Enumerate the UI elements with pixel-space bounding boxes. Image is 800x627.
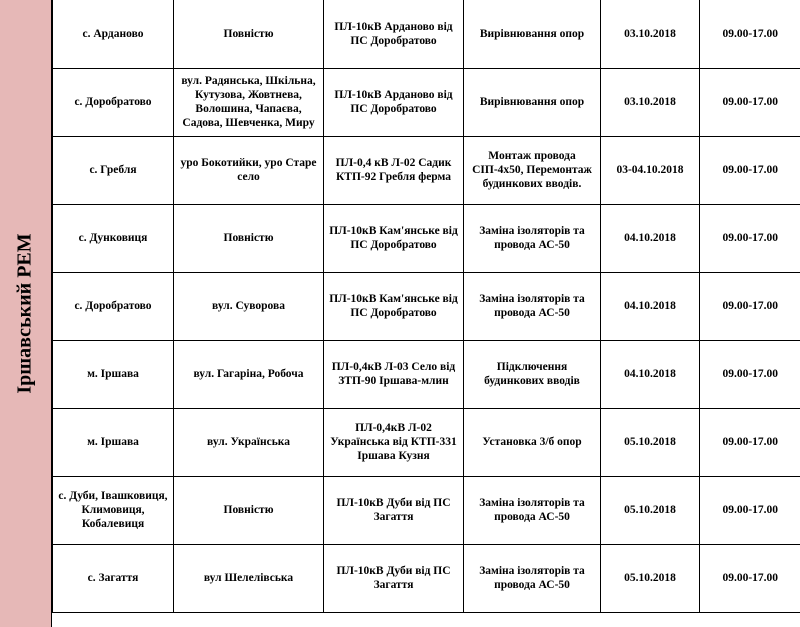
table-row — [53, 0, 800, 68]
streets-cell: вул. Радянська, Шкільна, Кутузова, Жовтнева, Волошина, Чапаєва, Садова, Шевченка, Миру — [174, 68, 324, 136]
power-line-cell: ПЛ-10кВ Кам'янське від ПС Доробратово — [324, 204, 464, 272]
power-line-cell: ПЛ-10кВ Дуби від ПС Загаття — [324, 476, 464, 544]
power-line-cell: ПЛ-10кВ Дуби від ПС Загаття — [324, 544, 464, 612]
district-title: Іршавський РЕМ — [14, 233, 37, 394]
date-cell: 05.10.2018 — [601, 408, 700, 476]
time-cell: 09.00-17.00 — [700, 0, 800, 68]
locality-cell: с. Дунковиця — [53, 204, 174, 272]
date-cell: 05.10.2018 — [601, 476, 700, 544]
work-type-cell: Заміна ізоляторів та провода АС-50 — [464, 272, 601, 340]
locality-cell: м. Іршава — [53, 408, 174, 476]
table-row — [53, 272, 800, 340]
date-cell: 03.10.2018 — [601, 0, 700, 68]
streets-cell: вул. Українська — [174, 408, 324, 476]
work-type-cell: Вирівнювання опор — [464, 68, 601, 136]
locality-cell: с. Доробратово — [53, 68, 174, 136]
locality-cell: с. Доробратово — [53, 272, 174, 340]
table-row — [53, 408, 800, 476]
date-cell: 03-04.10.2018 — [601, 136, 700, 204]
streets-cell: вул. Суворова — [174, 272, 324, 340]
district-sidebar — [0, 0, 52, 627]
locality-cell: м. Іршава — [53, 340, 174, 408]
time-cell: 09.00-17.00 — [700, 204, 800, 272]
date-cell: 05.10.2018 — [601, 544, 700, 612]
time-cell: 09.00-17.00 — [700, 136, 800, 204]
table-row — [53, 136, 800, 204]
power-line-cell: ПЛ-10кВ Кам'янське від ПС Доробратово — [324, 272, 464, 340]
streets-cell: вул Шелелівська — [174, 544, 324, 612]
table-row — [53, 340, 800, 408]
locality-cell: с. Дуби, Івашковиця, Климовиця, Кобалевиця — [53, 476, 174, 544]
work-type-cell: Монтаж провода СІП-4х50, Перемонтаж будинкових вводів. — [464, 136, 601, 204]
work-type-cell: Підключення будинкових вводів — [464, 340, 601, 408]
time-cell: 09.00-17.00 — [700, 408, 800, 476]
locality-cell: с. Арданово — [53, 0, 174, 68]
streets-cell: Повністю — [174, 0, 324, 68]
date-cell: 04.10.2018 — [601, 272, 700, 340]
streets-cell: вул. Гагаріна, Робоча — [174, 340, 324, 408]
date-cell: 04.10.2018 — [601, 340, 700, 408]
date-cell: 04.10.2018 — [601, 204, 700, 272]
work-type-cell: Заміна ізоляторів та провода АС-50 — [464, 476, 601, 544]
time-cell: 09.00-17.00 — [700, 476, 800, 544]
time-cell: 09.00-17.00 — [700, 68, 800, 136]
outage-schedule-table — [52, 0, 800, 613]
table-row — [53, 68, 800, 136]
streets-cell: Повністю — [174, 476, 324, 544]
work-type-cell: Вирівнювання опор — [464, 0, 601, 68]
power-line-cell: ПЛ-0,4кВ Л-03 Село від ЗТП-90 Іршава-млин — [324, 340, 464, 408]
time-cell: 09.00-17.00 — [700, 340, 800, 408]
power-line-cell: ПЛ-0,4кВ Л-02 Українська від КТП-331 Іршава Кузня — [324, 408, 464, 476]
locality-cell: с. Гребля — [53, 136, 174, 204]
locality-cell: с. Загаття — [53, 544, 174, 612]
table-row — [53, 204, 800, 272]
table-row — [53, 544, 800, 612]
date-cell: 03.10.2018 — [601, 68, 700, 136]
power-line-cell: ПЛ-10кВ Арданово від ПС Доробратово — [324, 68, 464, 136]
streets-cell: Повністю — [174, 204, 324, 272]
table-row — [53, 476, 800, 544]
streets-cell: уро Бокотийки, уро Старе село — [174, 136, 324, 204]
time-cell: 09.00-17.00 — [700, 272, 800, 340]
work-type-cell: Установка 3/б опор — [464, 408, 601, 476]
power-line-cell: ПЛ-0,4 кВ Л-02 Садик КТП-92 Гребля ферма — [324, 136, 464, 204]
power-line-cell: ПЛ-10кВ Арданово від ПС Доробратово — [324, 0, 464, 68]
work-type-cell: Заміна ізоляторів та провода АС-50 — [464, 544, 601, 612]
work-type-cell: Заміна ізоляторів та провода АС-50 — [464, 204, 601, 272]
time-cell: 09.00-17.00 — [700, 544, 800, 612]
